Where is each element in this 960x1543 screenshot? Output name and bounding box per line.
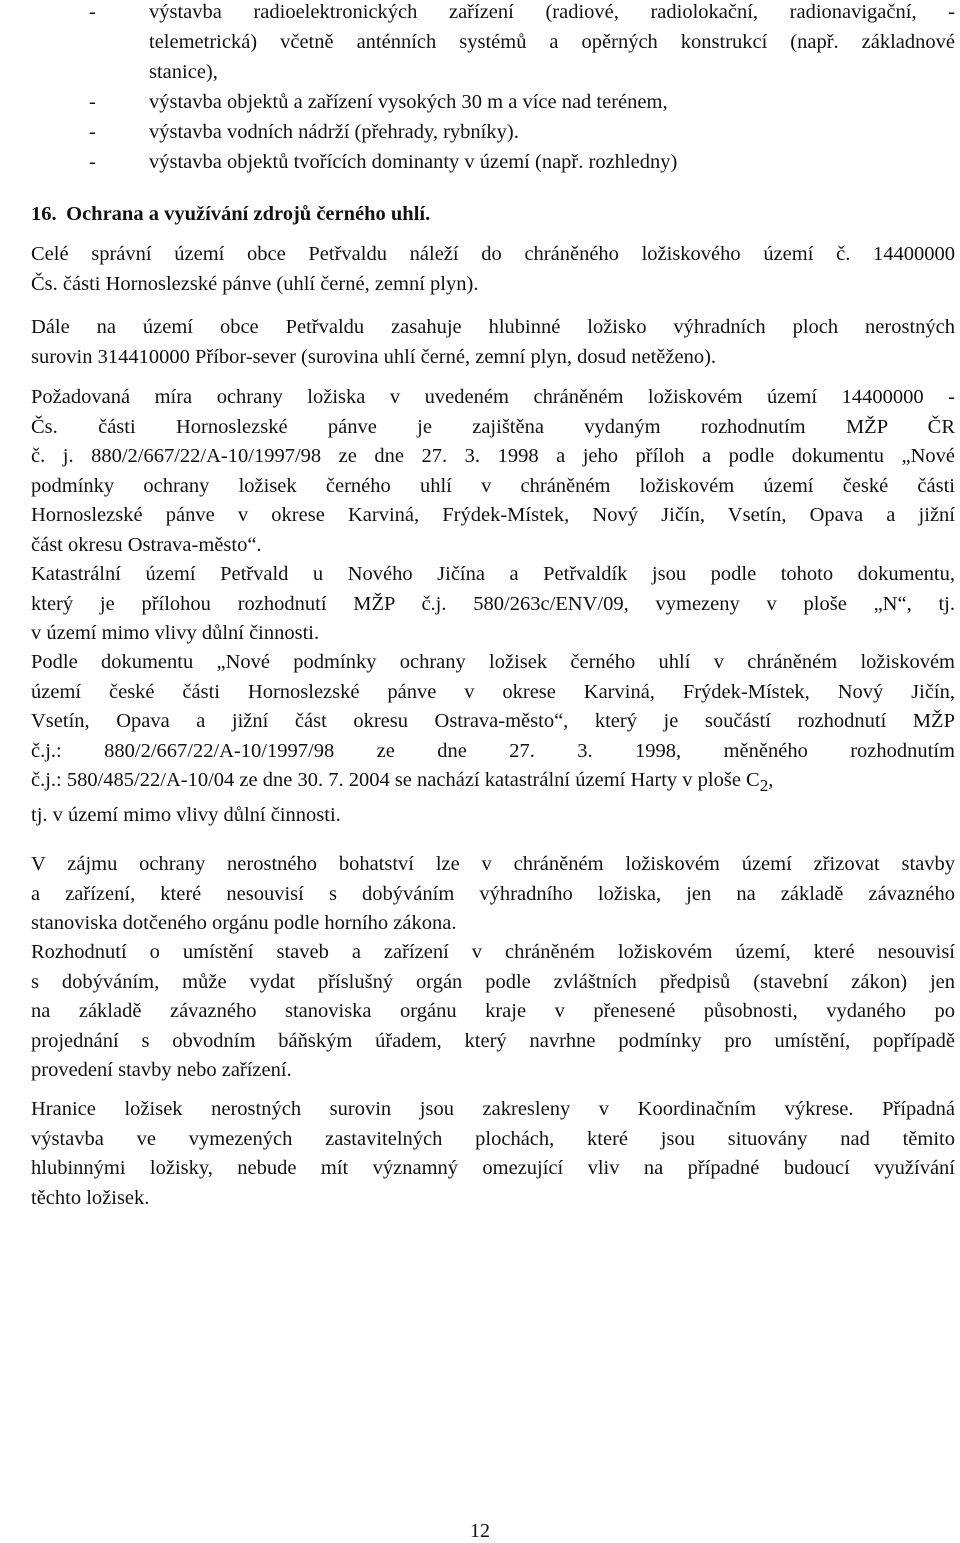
text-line: na základě závazného stanoviska orgánu kraje v přenesené působnosti, vydaného po (31, 1000, 955, 1022)
text-line: č.j.: 880/2/667/22/A-10/1997/98 ze dne 27. 3. 1998, měněného rozhodnutím (31, 739, 955, 762)
section-title: Ochrana a využívání zdrojů černého uhlí. (66, 203, 431, 225)
text-line: který je přílohou rozhodnutí MŽP č.j. 580/263c/ENV/09, vymezeny v ploše „N“, tj. (31, 592, 955, 615)
page-number: 12 (470, 1520, 490, 1542)
paragraph (31, 240, 955, 299)
text-line: výstavba vodních nádrží (přehrady, rybníky). (149, 121, 519, 143)
bullet-dash: - (89, 151, 96, 173)
subscript: 2 (759, 776, 769, 796)
paragraph (31, 850, 955, 939)
paragraph (31, 313, 955, 372)
list-item (89, 0, 955, 87)
bullet-dash: - (89, 121, 96, 143)
text-line: podmínky ochrany ložisek černého uhlí v chráněném ložiskovém území české části (31, 474, 955, 497)
text-line: Čs. části Hornoslezské pánve je zajištěna vydaným rozhodnutím MŽP ČR (31, 415, 955, 438)
text-run: , (768, 769, 774, 791)
section-heading (31, 199, 430, 229)
list-item (89, 87, 955, 117)
text-line: Vsetín, Opava a jižní část okresu Ostrava-město“, který je součástí rozhodnutí MŽP (31, 710, 955, 732)
text-line: č. j. 880/2/667/22/A-10/1997/98 ze dne 27. 3. 1998 a jeho příloh a podle dokumentu „Nové (31, 445, 955, 467)
bullet-dash: - (89, 91, 96, 113)
text-line: Podle dokumentu „Nové podmínky ochrany ložisek černého uhlí v chráněném ložiskovém (31, 651, 955, 673)
text-line: Hornoslezské pánve v okrese Karviná, Frýdek-Místek, Nový Jičín, Vsetín, Opava a jižní (31, 504, 955, 526)
section-number: 16. (31, 203, 57, 225)
bullet-dash: - (89, 1, 96, 23)
text-line: hlubinnými ložisky, nebude mít významný omezující vliv na případné budoucí využívání (31, 1157, 955, 1179)
text-line: surovin 314410000 Příbor-sever (surovina uhlí černé, zemní plyn, dosud netěženo). (31, 345, 717, 368)
list-item (89, 117, 955, 147)
text-line: Katastrální území Petřvald u Nového Jičína a Petřvaldík jsou podle tohoto dokumentu, (31, 563, 955, 585)
text-line: výstavba radioelektronických zařízení (radiové, radiolokační, radionavigační, - (149, 1, 955, 23)
text-line: výstavba objektů tvořících dominanty v území (např. rozhledny) (149, 151, 678, 173)
text-line: tj. v území mimo vlivy důlní činnosti. (31, 803, 341, 826)
text-line: Dále na území obce Petřvaldu zasahuje hlubinné ložisko výhradních ploch nerostných (31, 316, 955, 338)
paragraph (31, 1095, 955, 1213)
text-run: č.j.: 580/485/22/A-10/04 ze dne 30. 7. 2004 se nachází katastrální území Harty v ploše C (31, 769, 760, 791)
text-line (31, 766, 955, 801)
text-line: s dobýváním, může vydat příslušný orgán podle zvláštních předpisů (stavební zákon) jen (31, 970, 955, 993)
text-line: Požadovaná míra ochrany ložiska v uvedeném chráněném ložiskovém území 14400000 - (31, 386, 955, 408)
text-line: provedení stavby nebo zařízení. (31, 1059, 292, 1081)
text-line: Rozhodnutí o umístění staveb a zařízení v chráněném ložiskovém území, které nesouvisí (31, 941, 955, 963)
bullet-list (89, 0, 955, 177)
text-line: část okresu Ostrava-město“. (31, 533, 262, 556)
paragraph (31, 383, 955, 560)
paragraph (31, 560, 955, 649)
text-line: výstavba ve vymezených zastavitelných plochách, které jsou situovány nad těmito (31, 1127, 955, 1150)
text-line: V zájmu ochrany nerostného bohatství lze v chráněném ložiskovém území zřizovat stavby (31, 853, 955, 875)
paragraph (31, 648, 955, 830)
text-line: Celé správní území obce Petřvaldu náleží do chráněného ložiskového území č. 14400000 (31, 243, 955, 265)
text-line: těchto ložisek. (31, 1186, 150, 1209)
text-line: projednání s obvodním báňským úřadem, který navrhne podmínky pro umístění, popřípadě (31, 1029, 955, 1052)
text-line: telemetrická) včetně anténních systémů a opěrných konstrukcí (např. základnové (149, 31, 955, 53)
text-line: výstavba objektů a zařízení vysokých 30 m a více nad terénem, (149, 91, 668, 113)
list-item (89, 147, 955, 177)
text-line: stanice), (149, 61, 218, 83)
text-line: v území mimo vlivy důlní činnosti. (31, 622, 320, 644)
text-line: Čs. části Hornoslezské pánve (uhlí černé, zemní plyn). (31, 272, 479, 295)
paragraph (31, 938, 955, 1086)
text-line: a zařízení, které nesouvisí s dobýváním výhradního ložiska, jen na základě závazného (31, 882, 955, 905)
text-line: Hranice ložisek nerostných surovin jsou zakresleny v Koordinačním výkrese. Případná (31, 1098, 955, 1120)
text-line: území české části Hornoslezské pánve v okrese Karviná, Frýdek-Místek, Nový Jičín, (31, 680, 955, 703)
text-line: stanoviska dotčeného orgánu podle horního zákona. (31, 912, 457, 934)
